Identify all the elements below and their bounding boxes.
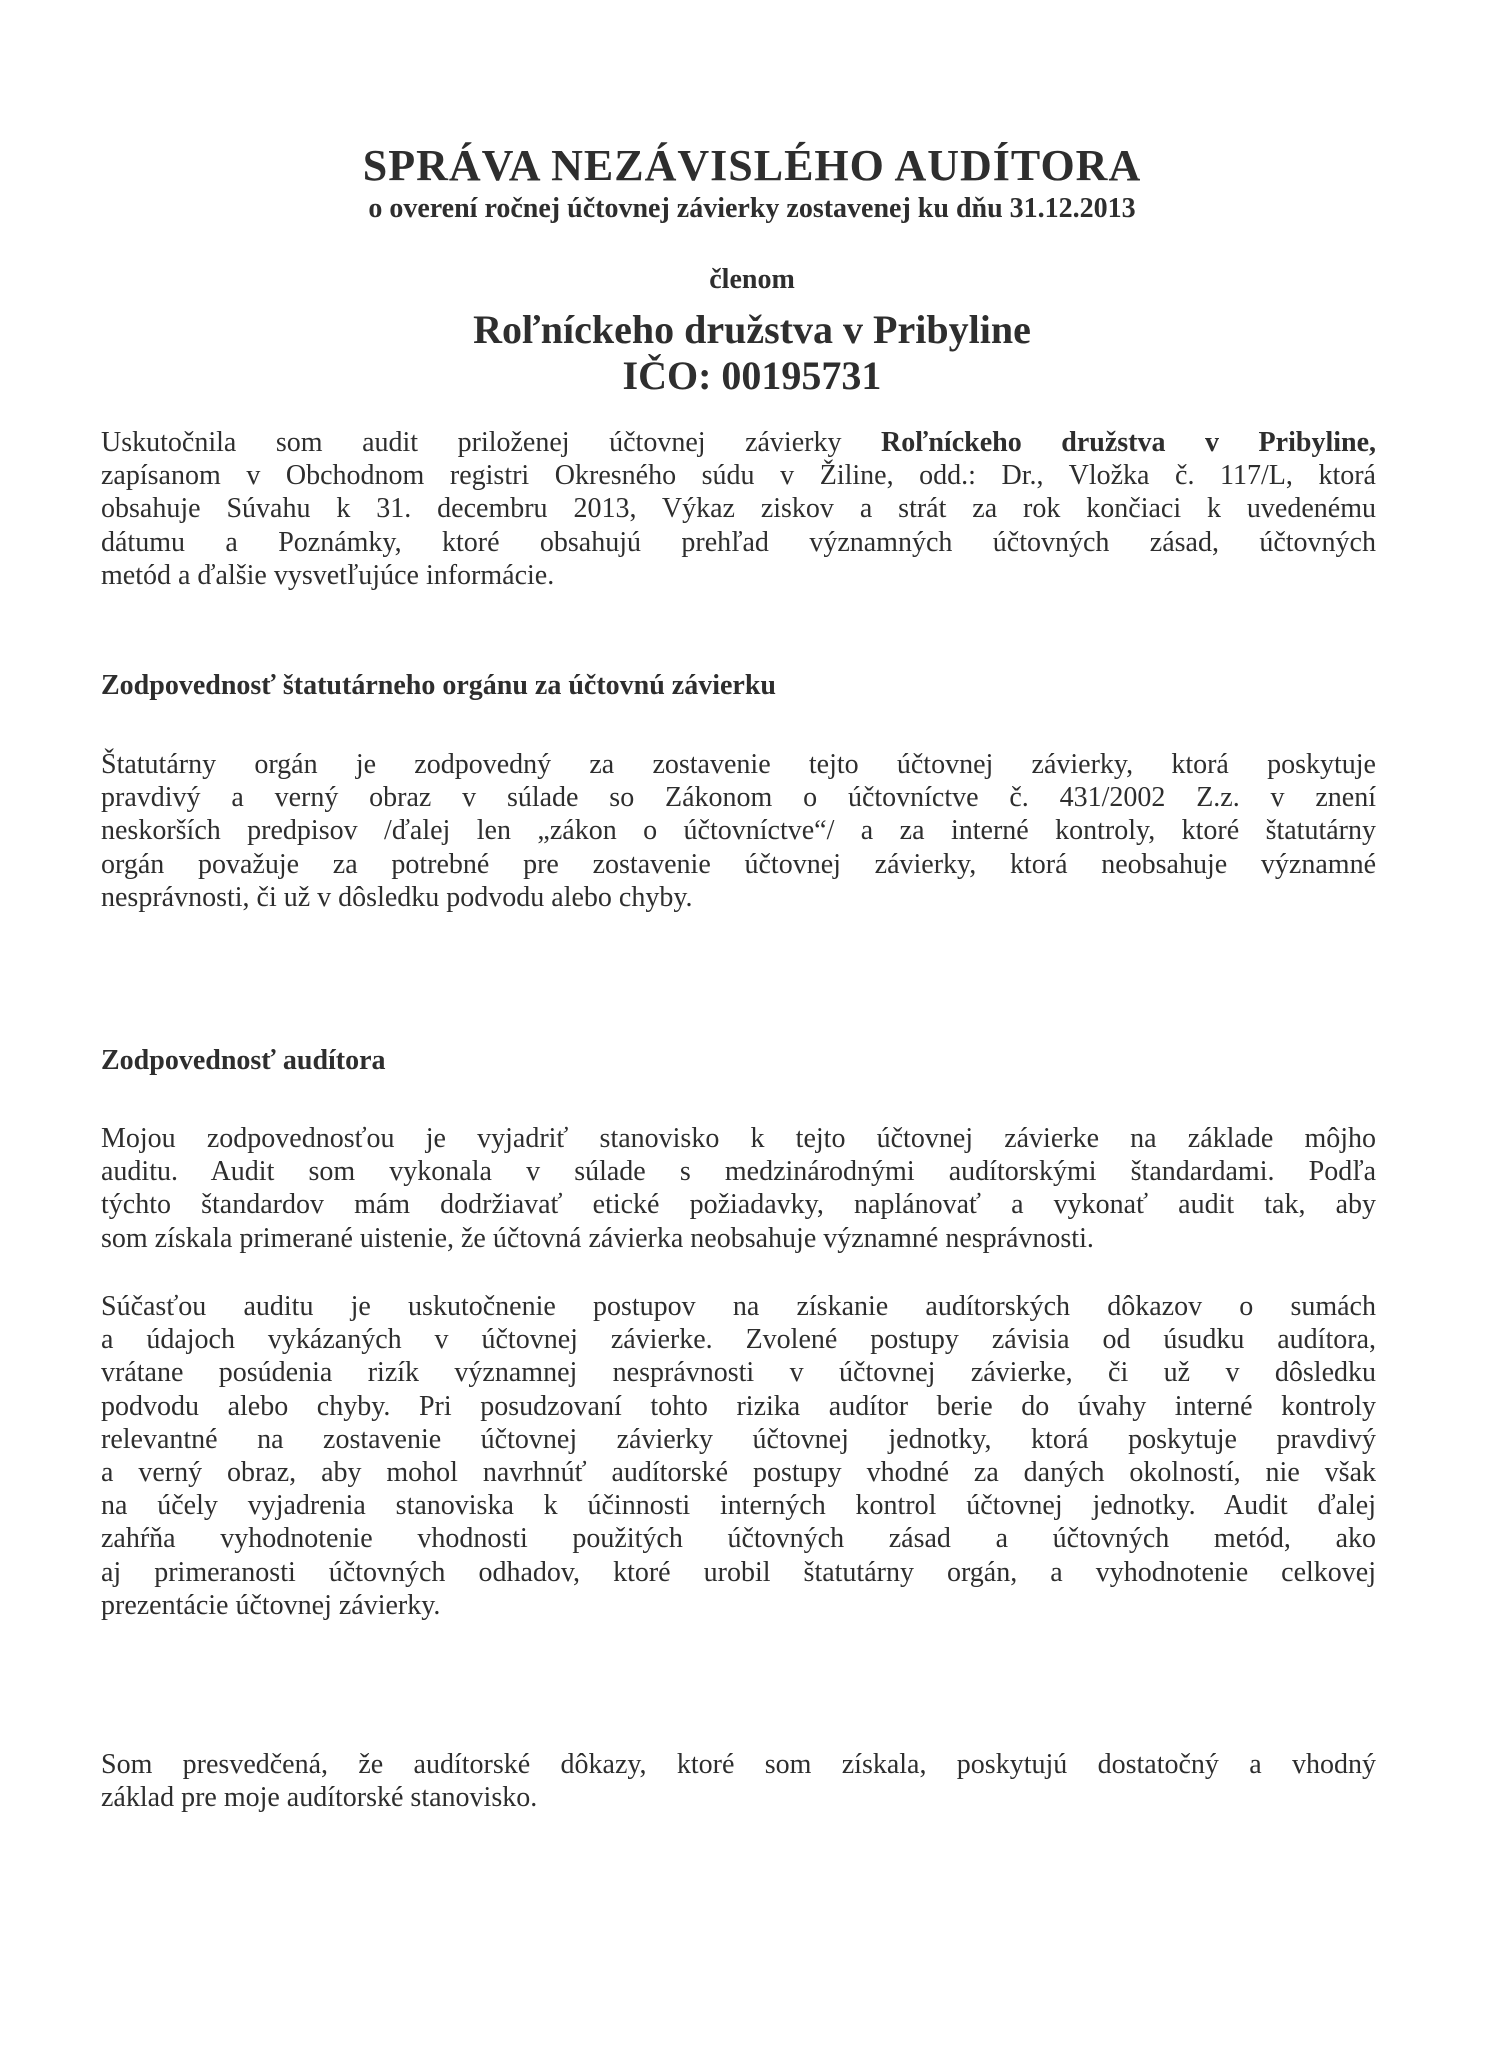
text-line: prezentácie účtovnej závierky. xyxy=(101,1589,441,1621)
report-subtitle: o overení ročnej účtovnej závierky zostavenej ku dňu 31.12.2013 xyxy=(368,193,1136,224)
text-line: som získala primerané uistenie, že účtovná závierka neobsahuje významné nesprávnosti. xyxy=(101,1222,1094,1254)
text-line: a údajoch vykázaných v účtovnej závierke. Zvolené postupy závisia od úsudku audítora, xyxy=(101,1324,1376,1356)
text-line: na účely vyjadrenia stanoviska k účinnosti interných kontrol účtovnej jednotky. Audit ďalej xyxy=(101,1490,1376,1522)
report-title: SPRÁVA NEZÁVISLÉHO AUDÍTORA xyxy=(362,141,1142,190)
text-line: základ pre moje audítorské stanovisko. xyxy=(101,1782,538,1814)
addressee-label: členom xyxy=(709,264,795,295)
section-heading: Zodpovednosť štatutárneho orgánu za účtovnú závierku xyxy=(101,670,776,701)
text-line: podvodu alebo chyby. Pri posudzovaní tohto rizika audítor berie do úvahy interné kontroly xyxy=(101,1390,1376,1422)
auditor-paragraph-2 xyxy=(101,1290,1376,1622)
text-line: metód a ďalšie vysvetľujúce informácie. xyxy=(101,559,555,591)
text-line: Som presvedčená, že audítorské dôkazy, ktoré som získala, poskytujú dostatočný a vhodný xyxy=(101,1749,1376,1780)
statutory-paragraph xyxy=(101,748,1376,914)
text-line: Mojou zodpovednosťou je vyjadriť stanovisko k tejto účtovnej závierke na základe môjho xyxy=(101,1123,1376,1154)
text-line: obsahuje Súvahu k 31. decembru 2013, Výkaz ziskov a strát za rok končiaci k uvedenému xyxy=(101,493,1376,525)
text-span: Uskutočnila som audit priloženej účtovnej závierky xyxy=(101,427,881,458)
text-line: zahŕňa vyhodnotenie vhodnosti použitých účtovných zásad a účtovných metód, ako xyxy=(101,1523,1376,1555)
text-line: pravdivý a verný obraz v súlade so Zákonom o účtovníctve č. 431/2002 Z.z. v znení xyxy=(101,782,1376,814)
text-line: a verný obraz, aby mohol navrhnúť audítorské postupy vhodné za daných okolností, nie však xyxy=(101,1457,1376,1489)
text-line: vrátane posúdenia rizík významnej nesprávnosti v účtovnej závierke, či už v dôsledku xyxy=(101,1357,1376,1389)
text-line: orgán považuje za potrebné pre zostavenie účtovnej závierky, ktorá neobsahuje významné xyxy=(101,848,1376,880)
text-line xyxy=(101,426,1376,459)
auditor-paragraph-3 xyxy=(101,1748,1376,1814)
text-line: Štatutárny orgán je zodpovedný za zostavenie tejto účtovnej závierky, ktorá poskytuje xyxy=(101,749,1376,780)
text-line: nesprávnosti, či už v dôsledku podvodu alebo chyby. xyxy=(101,881,693,913)
section-heading: Zodpovednosť audítora xyxy=(101,1045,386,1076)
organization-ico: IČO: 00195731 xyxy=(622,353,882,398)
text-line: dátumu a Poznámky, ktoré obsahujú prehľad významných účtovných zásad, účtovných xyxy=(101,526,1376,558)
text-line: týchto štandardov mám dodržiavať etické požiadavky, naplánovať a vykonať audit tak, aby xyxy=(101,1189,1376,1221)
text-line: aj primeranosti účtovných odhadov, ktoré urobil štatutárny orgán, a vyhodnotenie celkovej xyxy=(101,1556,1376,1588)
text-line: neskorších predpisov /ďalej len „zákon o účtovníctve“/ a za interné kontroly, ktoré štatutárny xyxy=(101,815,1376,847)
text-line: relevantné na zostavenie účtovnej závierky účtovnej jednotky, ktorá poskytuje pravdivý xyxy=(101,1423,1376,1455)
intro-paragraph xyxy=(101,426,1376,592)
organization-name: Roľníckeho družstva v Pribyline xyxy=(473,307,1031,352)
text-line: Súčasťou auditu je uskutočnenie postupov na získanie audítorských dôkazov o sumách xyxy=(101,1291,1376,1322)
text-line: zapísanom v Obchodnom registri Okresného súdu v Žiline, odd.: Dr., Vložka č. 117/L, ktorá xyxy=(101,460,1376,492)
auditor-paragraph-1 xyxy=(101,1122,1376,1255)
text-line: auditu. Audit som vykonala v súlade s medzinárodnými audítorskými štandardami. Podľa xyxy=(101,1156,1376,1188)
bold-organization: Roľníckeho družstva v Pribyline, xyxy=(881,427,1376,458)
